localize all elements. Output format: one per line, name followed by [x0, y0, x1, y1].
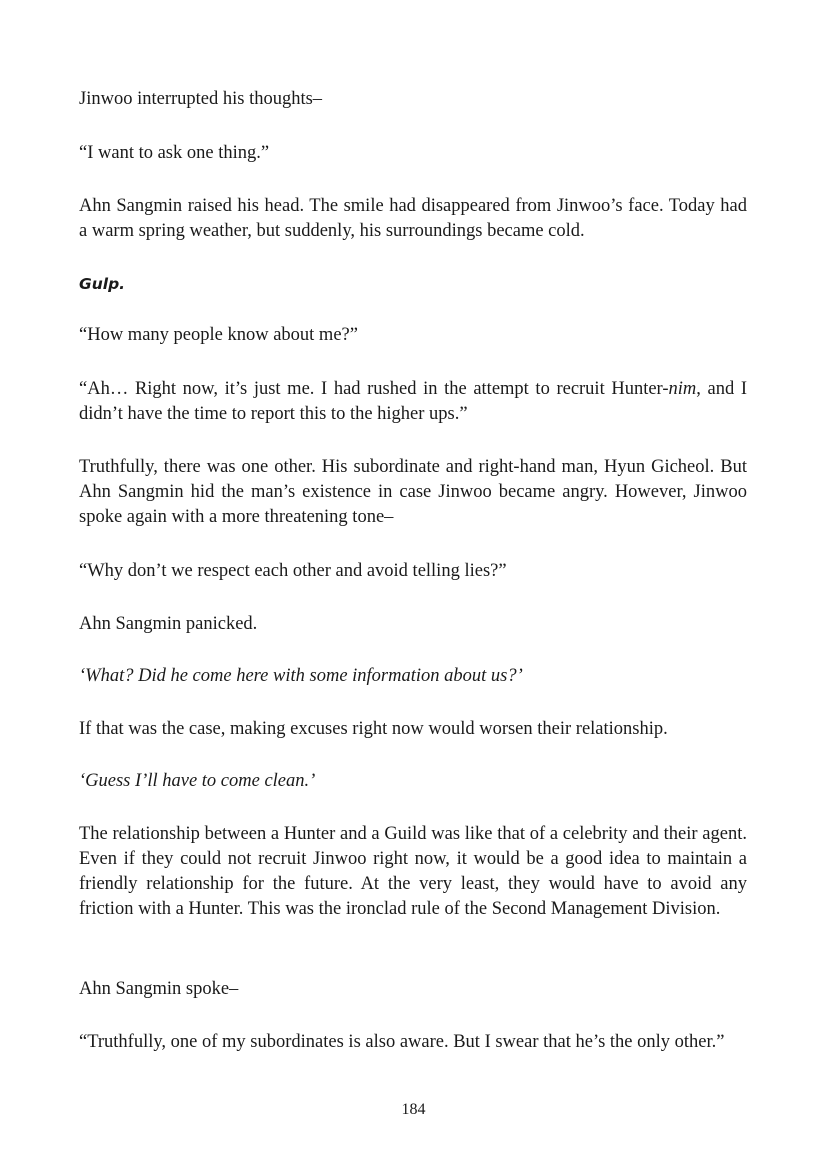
- paragraph: “I want to ask one thing.”: [79, 143, 270, 163]
- paragraph: Ahn Sangmin spoke–: [79, 979, 239, 999]
- honorific-italic: nim: [668, 379, 697, 399]
- paragraph: [79, 377, 747, 427]
- paragraph: “Why don’t we respect each other and avoid telling lies?”: [79, 561, 507, 581]
- paragraph: Ahn Sangmin panicked.: [79, 614, 258, 634]
- page-number: 184: [401, 1101, 426, 1118]
- paragraph-text-after: , and I didn’t have the time to report this to the higher ups.”: [79, 379, 747, 424]
- paragraph: Ahn Sangmin raised his head. The smile had disappeared from Jinwoo’s face. Today had a warm spring weather, but suddenly, his surroundings became cold.: [79, 196, 747, 241]
- thought-line: ‘What? Did he come here with some information about us?’: [79, 666, 523, 686]
- sound-effect: Gulp.: [79, 275, 126, 293]
- paragraph: Truthfully, there was one other. His subordinate and right-hand man, Hyun Gicheol. But Ahn Sangmin hid the man’s existence in case Jinwoo became angry. However, Jinwoo spoke again with a more threatening tone–: [79, 457, 747, 527]
- paragraph-text-before: “Ah… Right now, it’s just me. I had rushed in the attempt to recruit Hunter-: [79, 379, 669, 399]
- paragraph: Jinwoo interrupted his thoughts–: [79, 89, 323, 109]
- paragraph: The relationship between a Hunter and a Guild was like that of a celebrity and their agent. Even if they could not recruit Jinwoo right now, it would be a good idea to maintain a friendly relationship for the future. At the very least, they would have to avoid any friction with a Hunter. This was the ironclad rule of the Second Management Division.: [79, 824, 747, 919]
- paragraph: If that was the case, making excuses right now would worsen their relationship.: [79, 719, 668, 739]
- thought-line: ‘Guess I’ll have to come clean.’: [79, 771, 316, 791]
- paragraph: “Truthfully, one of my subordinates is also aware. But I swear that he’s the only other.”: [79, 1032, 725, 1052]
- paragraph: “How many people know about me?”: [79, 325, 358, 345]
